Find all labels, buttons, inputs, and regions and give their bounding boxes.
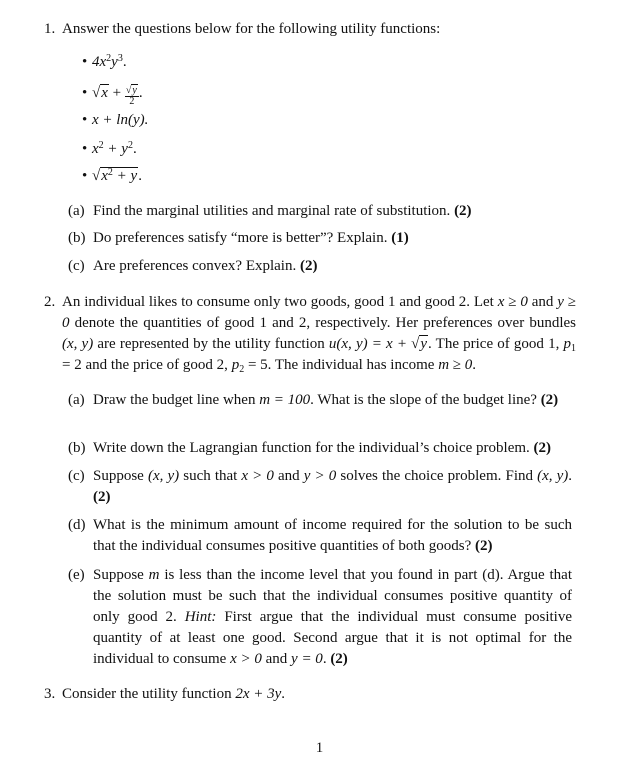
- part-label: (e): [68, 567, 85, 583]
- formula: $4x^2y^3$.: [92, 53, 127, 70]
- q2-part-a: (a) Draw the budget line when m = 100. What is the slope of the budget line? (2): [68, 390, 572, 411]
- part-label: (c): [68, 258, 85, 274]
- sqrt-icon: √: [92, 85, 101, 101]
- question-text: An individual likes to consume only two goods, good 1 and good 2. Let x ≥ 0 and y ≥ 0 denote the quantities of good 1 and 2, respectively. Her preferences over bundles (x, y) are represented by the utility function u(x, y) = x + √y. The price of good 1, $p_1 = 2$ and the price of good 2, $p_2 = 5$. The individual has income m ≥ 0.: [62, 294, 576, 375]
- bullet-icon: •: [82, 85, 88, 101]
- formula: √x + $\frac{√y}{2}$ .: [92, 85, 143, 107]
- part-label: (b): [68, 440, 86, 456]
- bullet-icon: •: [82, 168, 88, 184]
- question-text: Consider the utility function 2x + 3y.: [62, 686, 286, 702]
- q2-part-c: (c) Suppose (x, y) such that x > 0 and y > 0 solves the choice problem. Find (x, y). (2): [68, 468, 573, 505]
- page-number: 1: [315, 740, 324, 756]
- q2-part-e: (e) Suppose m is less than the income level that you found in part (d). Argue that the solution must be such that the individual consumes positive quantity of only good 2. Hint: First argue that the individual must consume positive quantity of at least one good. Second argue that it is not optimal for the individual to consume x > 0 and y = 0. (2): [68, 567, 573, 667]
- q2-part-d: (d) What is the minimum amount of income required for the solution to be such that the individual consumes positive quantities of both goods? (2): [68, 517, 572, 554]
- formula: $x^2 + y^2$.: [92, 140, 137, 157]
- hint-label: Hint:: [184, 609, 217, 625]
- q1-part-c: (c) Are preferences convex? Explain. (2): [68, 256, 572, 277]
- part-label: (a): [68, 203, 85, 219]
- formula: $√x^2 + y$.: [92, 167, 142, 184]
- question-number: 2.: [44, 294, 56, 310]
- part-label: (d): [68, 517, 86, 533]
- fraction: $\frac{√y}{2}$: [125, 85, 137, 107]
- sqrt-icon: √: [92, 168, 101, 184]
- question-number: 1.: [44, 21, 56, 37]
- points: (1): [391, 230, 409, 246]
- bullet-icon: •: [82, 141, 88, 157]
- points: (2): [475, 538, 493, 554]
- points: (2): [299, 258, 318, 274]
- points: (2): [533, 440, 552, 456]
- part-label: (b): [68, 230, 86, 246]
- points: (2): [93, 489, 111, 505]
- q1-part-b: (b) Do preferences satisfy “more is better”? Explain. (1): [68, 228, 572, 249]
- q2-part-b: (b) Write down the Lagrangian function for the individual’s choice problem. (2): [68, 438, 572, 459]
- part-label: (c): [68, 468, 85, 484]
- question-3: [44, 684, 576, 705]
- formula: x + ln(y).: [92, 112, 149, 128]
- bullet-icon: •: [82, 112, 88, 128]
- points: (2): [454, 203, 472, 219]
- points: (2): [330, 651, 348, 667]
- points: (2): [540, 392, 559, 408]
- question-text: Answer the questions below for the following utility functions:: [62, 21, 441, 37]
- question-number: 3.: [44, 686, 56, 702]
- q1-part-a: (a) Find the marginal utilities and marginal rate of substitution. (2): [68, 201, 572, 222]
- bullet-icon: •: [82, 54, 88, 70]
- question-2: [44, 292, 576, 376]
- part-label: (a): [68, 392, 85, 408]
- question-1: [44, 19, 576, 40]
